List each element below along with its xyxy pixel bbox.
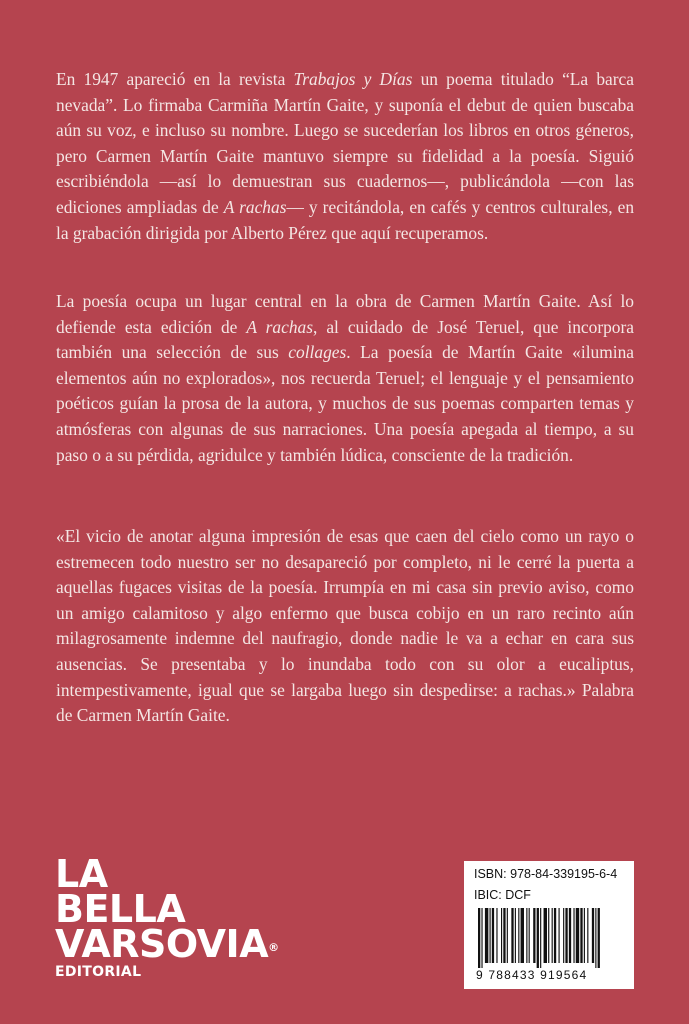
barcode-bar	[507, 908, 508, 963]
logo-line-3-text: VARSOVIA	[55, 922, 269, 966]
barcode-digits: 9 788433 919564	[476, 968, 588, 982]
barcode-bar	[548, 908, 549, 963]
paragraph-text: , al cuidado de José Teruel, que incorpora también una selección de sus	[56, 316, 635, 363]
barcode-bar	[592, 908, 594, 963]
barcode-bar	[485, 908, 488, 963]
barcode-bar	[544, 908, 547, 963]
paragraph-text: . La poesía de Martín Gaite «ilumina elementos aún no explorados», nos recuerda Teruel; el lenguaje y el pensamiento poéticos guían la prosa de la autora, y muchos de sus poemas comparten temas y atmósferas con algunas de sus narraciones. Una poesía apegada al tiempo, a su paso o a su pérdida, agridulce y también lúdica, consciente de la tradición.	[56, 342, 634, 465]
barcode-bar	[526, 908, 527, 963]
synopsis-paragraph-2	[56, 289, 634, 468]
barcode-bar	[518, 908, 519, 963]
isbn-label: ISBN: 978-84-339195-6-4	[474, 867, 618, 881]
barcode-bar	[552, 908, 553, 963]
logo-line-1: LA	[55, 852, 108, 896]
book-title: A rachas	[246, 316, 313, 337]
barcode-bar	[580, 908, 582, 963]
barcode-bar	[537, 908, 539, 968]
barcode-bar	[587, 908, 588, 963]
paragraph-text: — y recitándola, en cafés y centros culturales, en la grabación dirigida por Alberto Pérez que aquí recuperamos.	[56, 196, 635, 243]
logo-subtitle: EDITORIAL	[55, 964, 142, 980]
barcode-bar	[573, 908, 574, 963]
publisher-logo	[55, 852, 279, 980]
barcode-bar	[569, 908, 571, 963]
barcode-bar	[529, 908, 530, 963]
author-quote	[56, 524, 634, 729]
barcode-bar	[576, 908, 579, 963]
barcode-bar	[490, 908, 491, 963]
barcode-bar	[521, 908, 524, 963]
barcode-bar	[496, 908, 497, 963]
barcode-bar	[511, 908, 513, 963]
barcode-bar	[598, 908, 600, 968]
barcode-bar	[554, 908, 556, 963]
logo-line-2: BELLA	[55, 887, 186, 931]
registered-mark: ®	[268, 941, 279, 954]
barcode-bar	[478, 908, 480, 968]
barcode-bar	[533, 908, 535, 963]
book-title: A rachas	[223, 196, 287, 217]
quote-text: «El vicio de anotar alguna impresión de esas que caen del cielo como un rayo o estremecen todo nuestro ser no desapareció por completo, ni le cerré la puerta a aquellas fugaces visitas de la poesía. Irrumpía en mi casa sin previo aviso, como un amigo calamitoso y algo enfermo que busca cobijo en un raro recinto aún milagrosamente indemne del naufragio, donde nadie le va a echar en cara sus ausencias. Se presentaba y lo inundaba todo con su olor a eucaliptus, intempestivamente, igual que se largaba luego sin despedirse: a rachas.» Palabra de Carmen Martín Gaite.	[56, 526, 634, 726]
paragraph-text: La poesía ocupa un lugar central en la obra de Carmen Martín Gaite. Así lo defiende esta edición de	[56, 291, 634, 337]
barcode-bar	[565, 908, 567, 963]
barcode-bar	[540, 908, 541, 968]
barcode-icon	[478, 908, 622, 968]
barcode-bar	[492, 908, 494, 963]
collages-term: collages	[288, 342, 347, 363]
magazine-title: Trabajos y Días	[293, 69, 413, 89]
paragraph-text: En 1947 apareció en la revista	[56, 69, 294, 89]
barcode-bar	[559, 908, 560, 963]
synopsis-paragraph-1	[56, 67, 634, 246]
paragraph-text: un poema titulado “La barca nevada”. Lo firmaba Carmiña Martín Gaite, y suponía el debut de quien buscaba aún su voz, e incluso su nombre. Luego se sucederían los libros en otros géneros, pero Carmen Martín Gaite mantuvo siempre su fidelidad a la poesía. Siguió escribiéndola —así lo demuestran sus cuadernos—, publicándola —con las ediciones ampliadas de	[56, 69, 634, 217]
barcode-bar	[563, 908, 564, 963]
logo-line-3	[55, 922, 279, 966]
barcode-bar	[584, 908, 585, 963]
barcode-bar	[501, 908, 502, 963]
barcode-bar	[503, 908, 505, 963]
barcode-bar	[595, 908, 596, 968]
barcode-panel	[464, 861, 634, 989]
barcode-bar	[515, 908, 516, 963]
barcode-bar	[481, 908, 482, 968]
ibic-label: IBIC: DCF	[474, 888, 531, 902]
